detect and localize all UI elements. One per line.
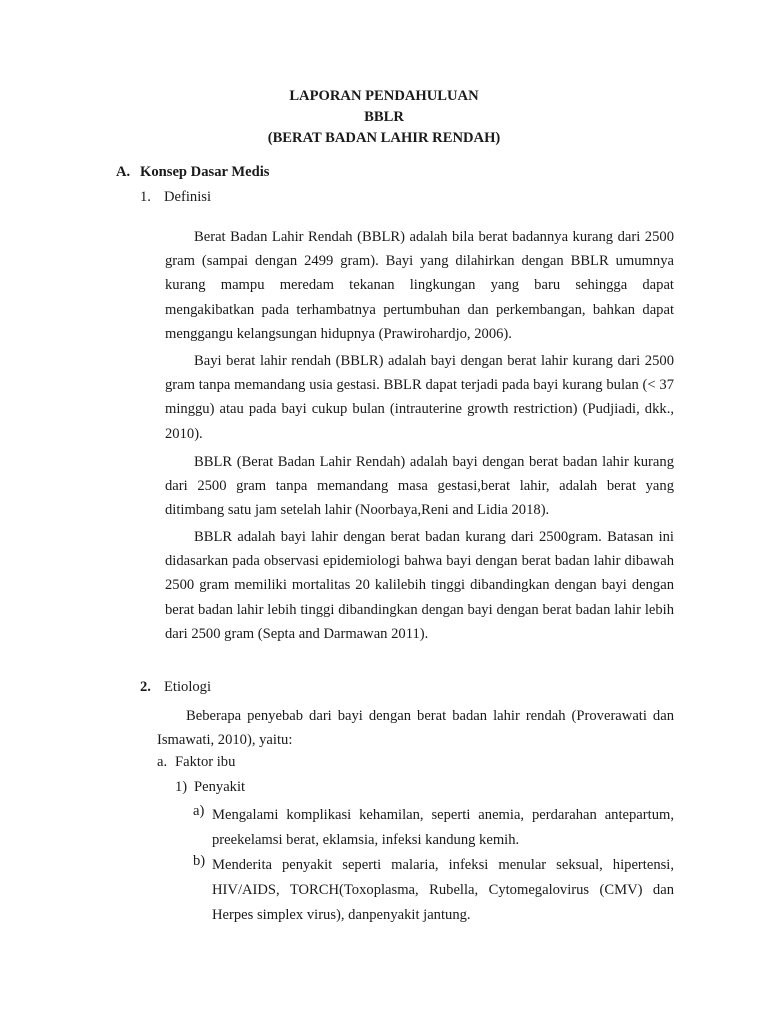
- etiologi-intro: Beberapa penyebab dari bayi dengan berat badan lahir rendah (Proverawati dan Ismawati, 2010), yaitu:: [157, 708, 674, 749]
- etiologi-number: 2.: [140, 679, 151, 695]
- sub-a-label: Faktor ibu: [175, 754, 236, 770]
- item-a-text: Mengalami komplikasi kehamilan, seperti anemia, perdarahan antepartum, preekelamsi berat, eklamsia, infeksi kandung kemih.: [212, 807, 674, 848]
- item-b-marker: b): [193, 853, 206, 869]
- title-line-1: LAPORAN PENDAHULUAN: [289, 88, 479, 104]
- definisi-heading: Definisi: [164, 189, 212, 205]
- definisi-number: 1.: [140, 189, 151, 205]
- section-a-heading: Konsep Dasar Medis: [140, 164, 270, 180]
- definisi-paragraph-3: BBLR (Berat Badan Lahir Rendah) adalah bayi dengan berat badan lahir kurang dari 2500 gram tanpa memandang masa gestasi,berat lahir, adalah berat yang ditimbang satu jam setelah lahir (Noorbaya,Reni and Lidia 2018).: [165, 454, 674, 519]
- sub-1-marker: 1): [175, 779, 188, 795]
- title-line-2: BBLR: [364, 109, 404, 125]
- section-a-marker: A.: [116, 164, 131, 180]
- document-title: [0, 86, 768, 149]
- definisi-paragraph-1: Berat Badan Lahir Rendah (BBLR) adalah bila berat badannya kurang dari 2500 gram (sampai dengan 2499 gram). Bayi yang dilahirkan dengan BBLR umumnya kurang mampu meredam tekanan lingkungan yang baru sehingga dapat mengakibatkan pada terhambatnya pertumbuhan dan perkembangan, bahkan dapat menggangu kelangsungan hidupnya (Prawirohardjo, 2006).: [165, 229, 674, 342]
- definisi-paragraph-2: Bayi berat lahir rendah (BBLR) adalah bayi dengan berat lahir kurang dari 2500 gram tanpa memandang usia gestasi. BBLR dapat terjadi pada bayi kurang bulan (< 37 minggu) atau pada bayi cukup bulan (intrauterine growth restriction) (Pudjiadi, dkk., 2010).: [165, 353, 674, 442]
- item-b-text: Menderita penyakit seperti malaria, infeksi menular seksual, hipertensi, HIV/AIDS, TORCH(Toxoplasma, Rubella, Cytomegalovirus (CMV) dan Herpes simplex virus), danpenyakit jantung.: [212, 857, 674, 923]
- sub-1-label: Penyakit: [194, 779, 246, 795]
- sub-a-marker: a.: [157, 754, 168, 770]
- etiologi-heading: Etiologi: [164, 679, 212, 695]
- item-a-marker: a): [193, 803, 205, 819]
- title-line-3: (BERAT BADAN LAHIR RENDAH): [267, 130, 501, 146]
- definisi-paragraph-4: BBLR adalah bayi lahir dengan berat badan kurang dari 2500gram. Batasan ini didasarkan pada observasi epidemiologi bahwa bayi dengan berat badan lahir dibawah 2500 gram memiliki mortalitas 20 kalilebih tinggi dibandingkan dengan bayi dengan berat badan lahir lebih tinggi dibandingkan dengan bayi dengan berat badan lahir lebih dari 2500 gram (Septa and Darmawan 2011).: [165, 529, 674, 642]
